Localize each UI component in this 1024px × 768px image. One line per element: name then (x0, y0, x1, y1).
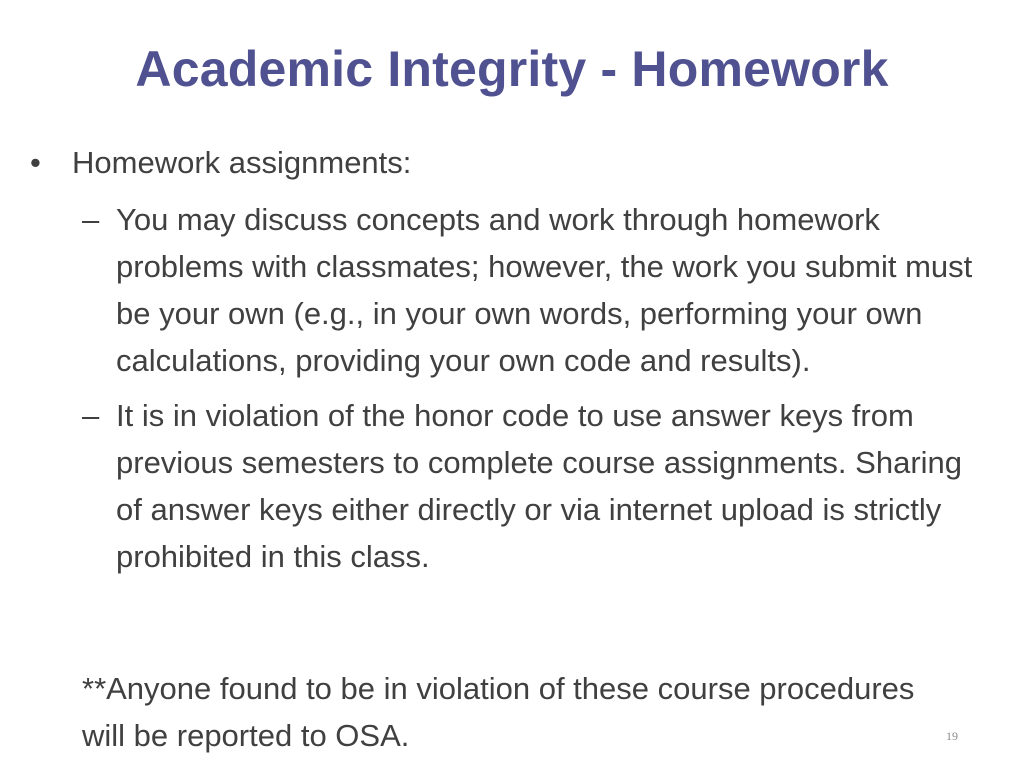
sub-bullet-list (82, 196, 1002, 588)
sub-bullet-discuss-concepts (82, 196, 1002, 384)
bullet-marker: • (30, 145, 41, 180)
sub-bullet-marker: – (82, 398, 100, 433)
sub-bullet-text: It is in violation of the honor code to use answer keys from previous semesters to complete course assignments. Sharing of answer keys either directly or via internet upload is strictly prohibited in this class. (116, 398, 963, 574)
osa-warning-note: **Anyone found to be in violation of these course procedures will be reported to OSA. (82, 671, 915, 753)
page-number: 19 (946, 729, 958, 743)
bullet-text: Homework assignments: (72, 145, 412, 180)
sub-bullet-text: You may discuss concepts and work through homework problems with classmates; however, the work you submit must be your own (e.g., in your own words, performing your own calculations, providing your own code and results). (116, 202, 973, 378)
sub-bullet-honor-code (82, 392, 1002, 580)
sub-bullet-marker: – (82, 202, 100, 237)
slide-title: Academic Integrity - Homework (135, 41, 889, 97)
